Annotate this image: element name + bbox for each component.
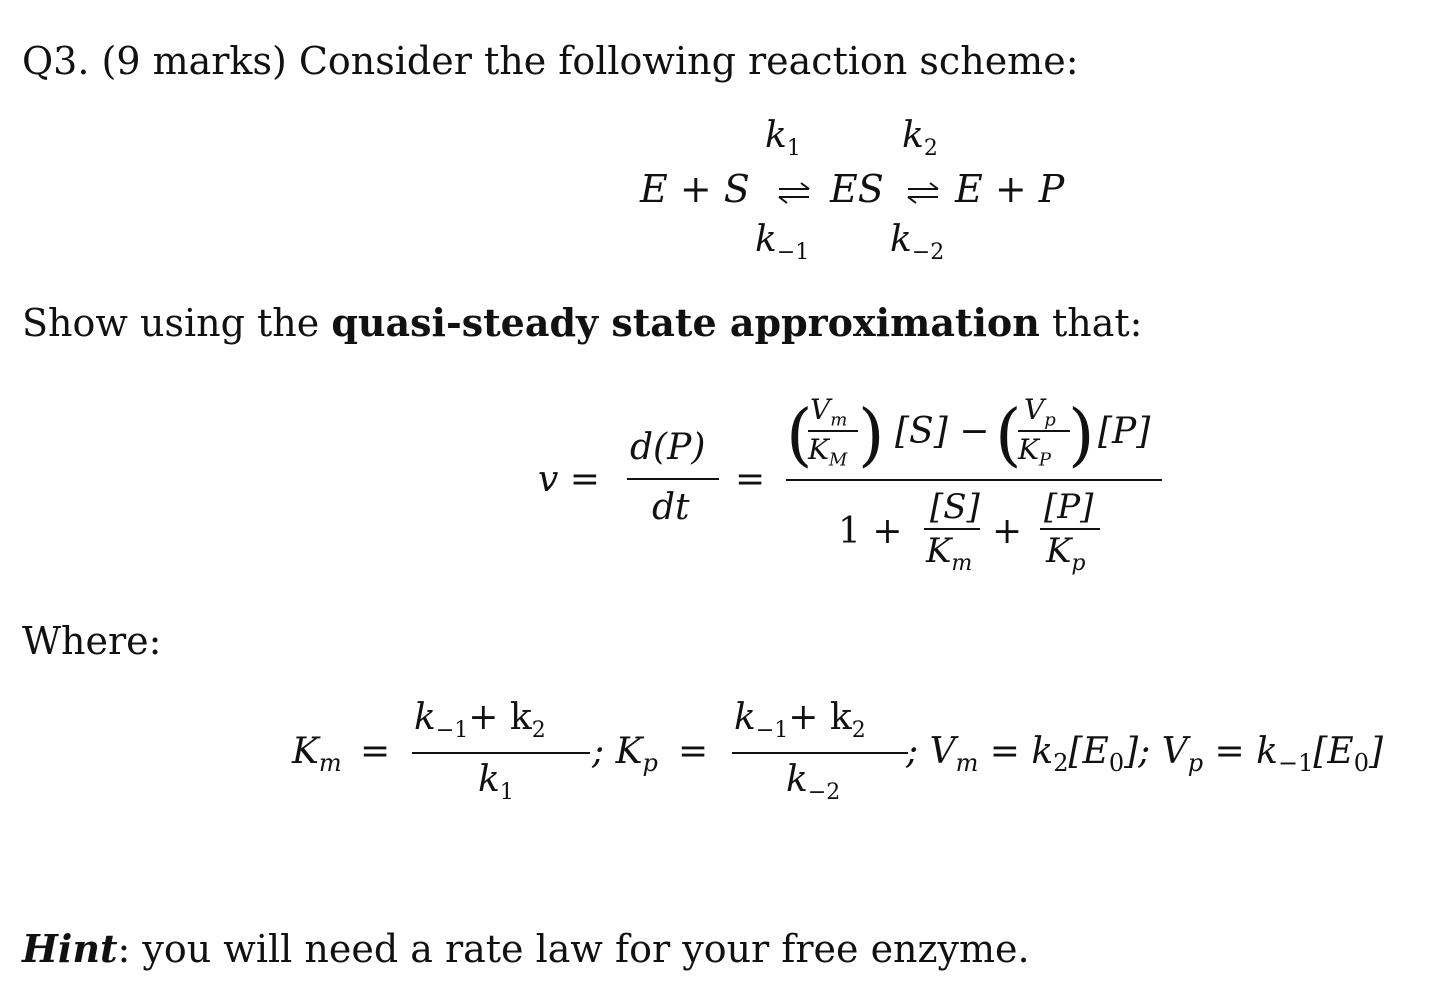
vm-vp-definitions: ; $V_m = k_2[E_0]$; $V_p = k_{-1}[E_0]$ xyxy=(906,731,1384,778)
show-statement: Show using the quasi-steady state approximation that: xyxy=(22,300,1143,345)
s-km-bar xyxy=(924,528,980,530)
left-paren-2: ( xyxy=(995,396,1022,475)
kp-denominator-def: $k_{-2}$ xyxy=(786,759,841,806)
km-denominator-def: $k_1$ xyxy=(478,759,514,806)
p-over-kp-numerator: [P] xyxy=(1044,487,1094,527)
where-label: Where: xyxy=(22,619,162,663)
kp-denominator: $K_p$ xyxy=(1046,531,1086,576)
main-fraction-bar xyxy=(786,479,1162,481)
rate-symbol: v = xyxy=(538,459,600,500)
kp-big-symbol: $K_P$ xyxy=(1018,433,1052,471)
right-paren-1: ) xyxy=(858,396,885,475)
vp-kp-bar xyxy=(1018,430,1070,432)
question-heading: Q3. (9 marks) Consider the following reaction scheme: xyxy=(22,39,1079,83)
plus-sign: + xyxy=(992,511,1023,552)
reactants: E + S xyxy=(640,167,750,211)
equals-2: = xyxy=(678,731,709,772)
Kp-symbol: ; $K_p$ xyxy=(592,731,658,778)
hint: Hint: you will need a rate law for your free enzyme. xyxy=(22,926,1030,971)
k-minus2-label: $k_{-2}$ xyxy=(890,219,945,266)
kp-numerator: $k_{-1}+ k_2$ xyxy=(734,697,866,744)
kp-fraction-bar xyxy=(732,752,908,754)
equals-1: = xyxy=(360,731,391,772)
km-denominator: $K_m$ xyxy=(926,531,973,576)
k2-label: $k_2$ xyxy=(902,115,938,162)
vm-km-bar xyxy=(808,430,858,432)
km-fraction-bar xyxy=(412,752,590,754)
equals-sign: = xyxy=(735,459,766,500)
equilibrium-arrow-1-icon xyxy=(777,182,813,204)
p-kp-bar xyxy=(1040,528,1100,530)
right-paren-2: ) xyxy=(1068,396,1095,475)
derivative-fraction-bar xyxy=(627,478,719,480)
km-big-symbol: $K_M$ xyxy=(808,433,848,471)
substrate-term: [S] − xyxy=(895,411,990,452)
left-paren-1: ( xyxy=(786,396,813,475)
product-term: [P] xyxy=(1098,411,1151,452)
Km-symbol: $K_m$ xyxy=(292,731,342,778)
derivative-denominator: dt xyxy=(652,487,690,528)
complex: ES xyxy=(830,167,884,211)
k-minus1-label: $k_{-1}$ xyxy=(755,219,810,266)
km-numerator: $k_{-1}+ k_2$ xyxy=(414,697,546,744)
vm-symbol: $V_m$ xyxy=(810,393,848,431)
equilibrium-arrow-2-icon xyxy=(906,182,942,204)
one-plus: 1 + xyxy=(838,511,903,552)
products: E + P xyxy=(955,167,1065,211)
s-over-km-numerator: [S] xyxy=(930,487,980,527)
vp-symbol: $V_p$ xyxy=(1024,393,1056,431)
derivative-numerator: d(P) xyxy=(630,427,706,468)
k1-label: $k_1$ xyxy=(765,115,801,162)
